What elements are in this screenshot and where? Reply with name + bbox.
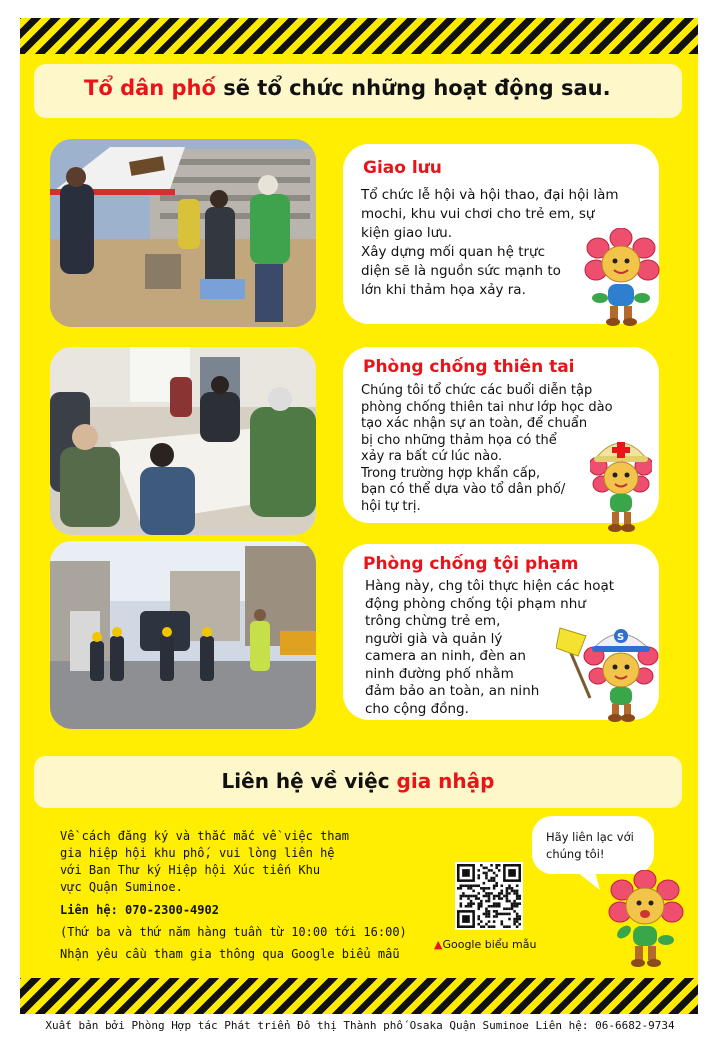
google-form-note: Nhận yêu cầu tham gia thông qua Google biểu mẫu: [60, 947, 400, 961]
office-hours: (Thứ ba và thứ năm hàng tuần từ 10:00 tới 16:00): [60, 925, 407, 939]
top-hazard-stripe: [20, 18, 698, 54]
title-bar: [34, 64, 682, 118]
activity-body: Tổ chức lễ hội và hội thao, đại hội làm mochi, khu vui chơi cho trẻ em, sự kiện giao lưu. Xây dựng mối quan hệ trực diện sẽ là nguồn sức mạnh to lớn khi thảm họa xảy ra.: [361, 187, 619, 298]
svg-text:S: S: [617, 632, 625, 643]
page-title: Tổ dân phố sẽ tổ chức những hoạt động sau.: [84, 76, 611, 100]
join-title: Liên hệ về việc gia nhập: [221, 769, 495, 793]
crime-prevention-photo: [50, 541, 316, 729]
activity-body: Hàng này, chg tôi thực hiện các hoạt động phòng chống tội phạm như trông chừng trẻ em, người già và quản lý camera an ninh, đèn an ninh đường phố nhằm đảm bảo an toàn, an ninh cho cộng đồng.: [365, 578, 615, 717]
activity-body: Chúng tôi tổ chức các buổi diễn tập phòng chống thiên tai như lớp học dào tạo xác nhận sự an toàn, để chuẩn bị cho những thảm họa có thể xảy ra bất cứ lúc nào. Trong trường hợp khẩn cấp, bạn có thể dựa vào tổ dân phố/ hội tự trị.: [361, 383, 613, 514]
speech-bubble: Hãy liên lạc với chúng tôi!: [532, 816, 654, 874]
activity-heading: Phòng chống tội phạm: [363, 554, 579, 574]
patrol-mascot-icon: [556, 618, 660, 730]
bottom-hazard-stripe: [20, 978, 698, 1014]
qr-code[interactable]: [455, 862, 523, 930]
flower-mascot-icon: [580, 228, 662, 332]
disaster-drill-photo: [50, 347, 316, 535]
qr-caption: ▲Google biểu mẫu: [434, 938, 537, 951]
helmet-mascot-icon: [590, 428, 652, 540]
contact-info: Về cách đăng ký và thắc mắc về việc tham gia hiệp hội khu phố, vui lòng liên hệ với Ban Thư ký Hiệp hội Xúc tiến Khu vực Quận Suminoe. Liên hệ: 070-2300-4902 (Thứ ba và thứ năm hàng tuần từ 10:00 tới 16:00) Nhận yêu cầu tham gia thông qua Google biểu mẫu: [60, 826, 407, 964]
publisher-footer: Xuất bản bởi Phòng Hợp tác Phát triển Đô thị Thành phố Osaka Quận Suminoe Liên hệ: 06-6682-9734: [45, 1019, 675, 1032]
activity-heading: Phòng chống thiên tai: [363, 357, 575, 377]
festival-photo: [50, 139, 316, 327]
waving-mascot-icon: [604, 870, 686, 974]
join-title-bar: [34, 756, 682, 808]
triangle-up-icon: ▲: [434, 938, 443, 951]
activity-heading: Giao lưu: [363, 158, 442, 178]
contact-phone[interactable]: Liên hệ: 070-2300-4902: [60, 903, 219, 917]
